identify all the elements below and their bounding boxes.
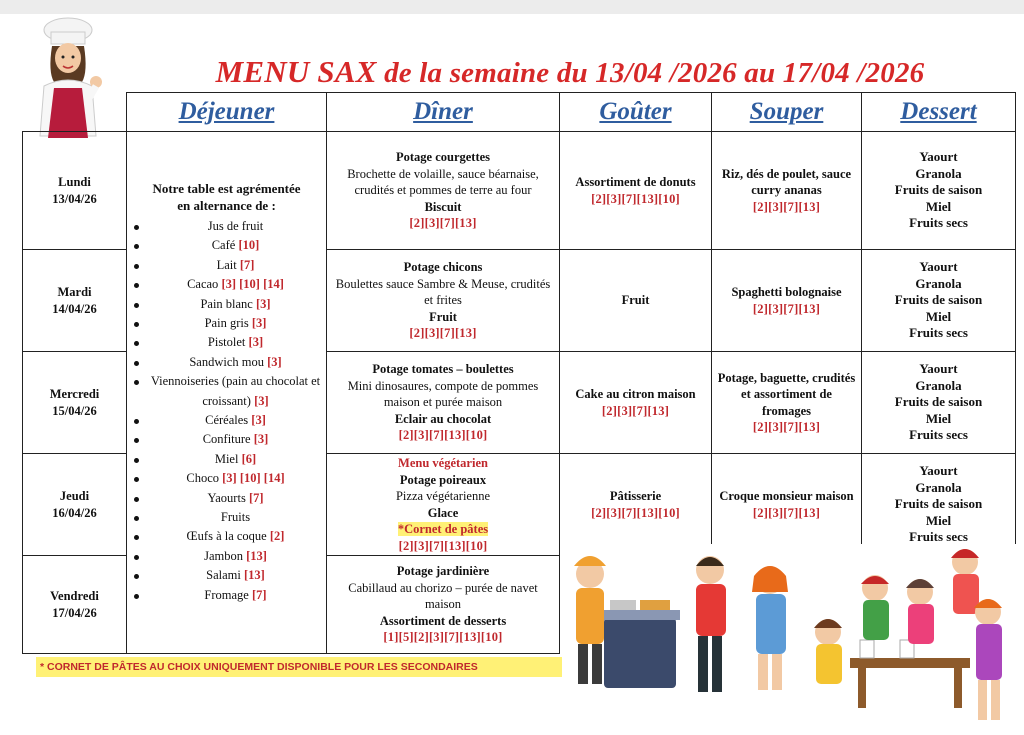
list-item: Sandwich mou [3] [148, 353, 323, 372]
gouter-cell: Assortiment de donuts [2][3][7][13][10] [560, 132, 712, 250]
day-cell: Mercredi 15/04/26 [23, 352, 127, 454]
dessert-cell: Yaourt Granola Fruits de saison Miel Fruits secs [862, 250, 1016, 352]
dejeuner-cell [127, 132, 327, 654]
souper-cell: Spaghetti bolognaise [2][3][7][13] [712, 250, 862, 352]
title-main: MENU SAX [215, 54, 377, 89]
dessert-cell: Yaourt Granola Fruits de saison Miel Fruits secs [862, 132, 1016, 250]
day-date: 13/04/26 [52, 191, 97, 206]
list-item: Pain gris [3] [148, 314, 323, 333]
list-item: Café [10] [148, 236, 323, 255]
day-cell: Jeudi 16/04/26 [23, 454, 127, 556]
list-item: Jambon [13] [148, 547, 323, 566]
souper-cell: Croque monsieur maison [2][3][7][13] [712, 454, 862, 556]
list-item: Pistolet [3] [148, 333, 323, 352]
dessert-cell: Yaourt Granola Fruits de saison Miel Fruits secs [862, 454, 1016, 556]
list-item: Lait [7] [148, 256, 323, 275]
souper-cell: Riz, dés de poulet, sauce curry ananas [2][3][7][13] [712, 132, 862, 250]
day-name: Lundi [58, 175, 91, 189]
gouter-cell: Fruit [560, 250, 712, 352]
list-item: Céréales [3] [148, 411, 323, 430]
dejeuner-intro: Notre table est agrémentée en alternance de : [152, 180, 301, 213]
footnote: * CORNET DE PÂTES AU CHOIX UNIQUEMENT DISPONIBLE POUR LES SECONDAIRES [36, 657, 562, 677]
day-cell: Mardi 14/04/26 [23, 250, 127, 352]
list-item: Miel [6] [148, 450, 323, 469]
souper-cell: Potage, baguette, crudités et assortiment de fromages [2][3][7][13] [712, 352, 862, 454]
list-item: Yaourts [7] [148, 489, 323, 508]
title-week: de la semaine du 13/04 /2026 au 17/04 /2026 [384, 57, 925, 89]
list-item: Cacao [3] [10] [14] [148, 275, 323, 294]
header-dessert: Dessert [862, 93, 1016, 132]
children-eating-illustration [560, 540, 1024, 735]
diner-cell: Menu végétarien Potage poireaux Pizza végétarienne Glace *Cornet de pâtes [2][3][7][13][10] [327, 454, 560, 556]
gouter-cell: Pâtisserie [2][3][7][13][10] [560, 454, 712, 556]
header-diner: Dîner [327, 93, 560, 132]
diner-cell: Potage chicons Boulettes sauce Sambre & Meuse, crudités et frites Fruit [2][3][7][13] [327, 250, 560, 352]
diner-cell: Potage tomates – boulettes Mini dinosaures, compote de pommes maison et purée maison Eclair au chocolat [2][3][7][13][10] [327, 352, 560, 454]
header-gouter: Goûter [560, 93, 712, 132]
header-dejeuner: Déjeuner [127, 93, 327, 132]
list-item: Choco [3] [10] [14] [148, 469, 323, 488]
corner-cell [23, 93, 127, 132]
list-item: Salami [13] [148, 566, 323, 585]
day-cell [23, 132, 127, 250]
list-item: Viennoiseries (pain au chocolat et croissant) [3] [148, 372, 323, 411]
list-item: Pain blanc [3] [148, 295, 323, 314]
diner-cell: Potage jardinière Cabillaud au chorizo – purée de navet maison Assortiment de desserts [1][5][2][3][7][13][10] [327, 556, 560, 654]
list-item: Jus de fruit [148, 217, 323, 236]
dejeuner-list [130, 217, 323, 605]
dessert-cell: Yaourt Granola Fruits de saison Miel Fruits secs [862, 352, 1016, 454]
list-item: Fruits [148, 508, 323, 527]
header-souper: Souper [712, 93, 862, 132]
highlighted-item: *Cornet de pâtes [397, 522, 489, 536]
day-cell: Vendredi 17/04/26 [23, 556, 127, 654]
gouter-cell: Cake au citron maison [2][3][7][13] [560, 352, 712, 454]
diner-cell: Potage courgettes Brochette de volaille, sauce béarnaise, crudités et pommes de terre au four Biscuit [2][3][7][13] [327, 132, 560, 250]
page-title [160, 54, 980, 90]
list-item: Fromage [7] [148, 586, 323, 605]
top-bar [0, 0, 1024, 14]
list-item: Œufs à la coque [2] [148, 527, 323, 546]
header-row [23, 93, 1016, 132]
row-lundi [23, 132, 1016, 250]
list-item: Confiture [3] [148, 430, 323, 449]
